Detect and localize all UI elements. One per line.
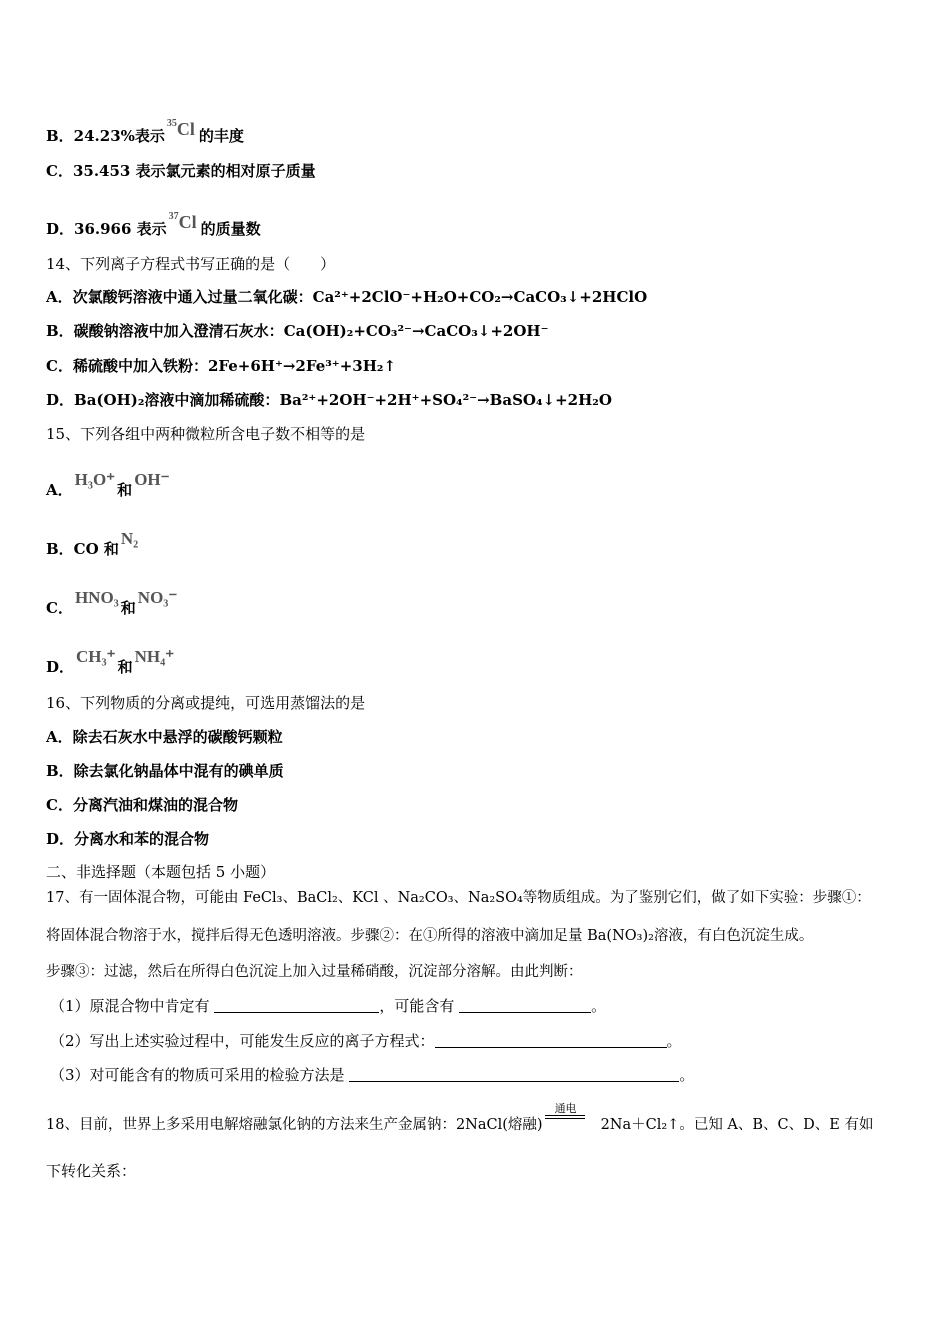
formula-ch3: CH₃⁺ [76,647,116,666]
q15-option-d: D．CH₃⁺和NH₄⁺ [46,647,175,676]
q17-part-3: （3）对可能含有的物质可采用的检验方法是 。 [50,1066,695,1084]
answer-blank-4[interactable] [349,1067,679,1082]
q16-option-b: B．除去氯化钠晶体中混有的碘单质 [46,762,284,780]
formula-hno3: HNO₃ [74,588,119,607]
q17-line-3: 步骤③：过滤，然后在所得白色沉淀上加入过量稀硝酸，沉淀部分溶解。由此判断： [46,964,583,980]
q18-line-1: 18、目前，世界上多采用电解熔融氯化钠的方法来生产金属钠：2NaCl(熔融) 通电 2Na＋Cl₂↑。已知 A、B、C、D、E 有如 [46,1102,874,1133]
answer-blank-3[interactable] [435,1033,667,1048]
q15-option-b: B．CO 和N₂ [46,529,139,558]
formula-no3: NO₃⁻ [137,588,178,607]
formula-nh4: NH₄⁺ [134,647,175,666]
section-heading: 二、非选择题（本题包括 5 小题） [46,863,276,881]
formula-oh: OH⁻ [134,470,170,489]
q15-option-a: A．H₃O⁺和OH⁻ [46,470,170,499]
q17-part-1: （1）原混合物中肯定有 ，可能含有 。 [50,997,607,1015]
isotope-cl-37: $^{37}$Cl [168,211,197,232]
q14-option-c: C．稀硫酸中加入铁粉：2Fe+6H⁺→2Fe³⁺+3H₂↑ [46,357,397,375]
q16-stem: 16、下列物质的分离或提纯，可选用蒸馏法的是 [46,694,366,712]
formula-n2: N₂ [120,529,139,548]
q13-option-d: D．36.966 表示$^{37}$Cl 的质量数 [46,207,261,239]
isotope-cl-35: $^{35}$Cl [166,118,195,139]
q15-option-c: C．HNO₃和NO₃⁻ [46,588,178,617]
answer-blank-2[interactable] [459,998,591,1013]
q13-option-c: C．35.453 表示氯元素的相对原子质量 [46,162,316,180]
formula-h3o: H₃O⁺ [74,470,116,489]
q17-line-2: 将固体混合物溶于水，搅拌后得无色透明溶液。步骤②：在①所得的溶液中滴加足量 Ba(NO₃)₂溶液，有白色沉淀生成。 [46,928,814,944]
q18-line-2: 下转化关系： [46,1162,137,1180]
q17-part-2: （2）写出上述实验过程中，可能发生反应的离子方程式： 。 [50,1032,682,1050]
answer-blank-1[interactable] [214,998,379,1013]
q16-option-c: C．分离汽油和煤油的混合物 [46,796,238,814]
electrolysis-arrow: 通电 [545,1111,599,1131]
q15-stem: 15、下列各组中两种微粒所含电子数不相等的是 [46,425,366,443]
q14-option-d: D．Ba(OH)₂溶液中滴加稀硫酸：Ba²⁺+2OH⁻+2H⁺+SO₄²⁻→BaSO₄↓+2H₂O [46,391,612,409]
q16-option-d: D．分离水和苯的混合物 [46,830,210,848]
q14-option-a: A．次氯酸钙溶液中通入过量二氧化碳：Ca²⁺+2ClO⁻+H₂O+CO₂→CaCO₃↓+2HClO [46,288,648,306]
q14-option-b: B．碳酸钠溶液中加入澄清石灰水：Ca(OH)₂+CO₃²⁻→CaCO₃↓+2OH⁻ [46,322,549,340]
q16-option-a: A．除去石灰水中悬浮的碳酸钙颗粒 [46,728,283,746]
q14-stem: 14、下列离子方程式书写正确的是（ ） [46,255,336,273]
q17-line-1: 17、有一固体混合物，可能由 FeCl₃、BaCl₂、KCl 、Na₂CO₃、Na₂SO₄等物质组成。为了鉴别它们，做了如下实验：步骤①： [46,890,871,906]
q13-option-b: B．24.23%表示$^{35}$Cl 的丰度 [46,114,244,146]
